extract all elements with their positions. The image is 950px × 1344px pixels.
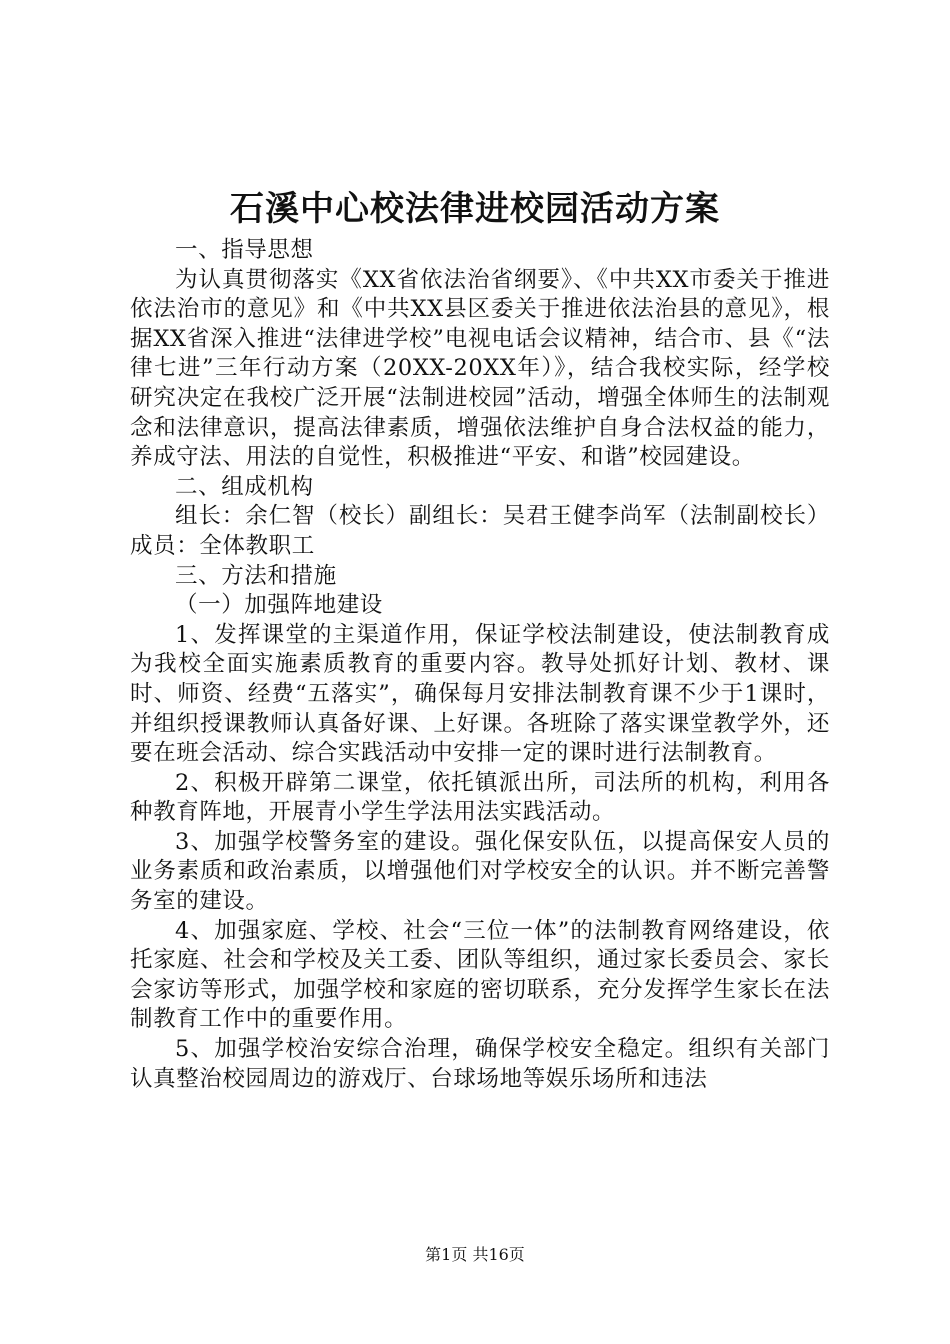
paragraph-item-4: 4、加强家庭、学校、社会“三位一体”的法制教育网络建设，依托家庭、社会和学校及关工委、团队等组织，通过家长委员会、家长会家访等形式，加强学校和家庭的密切联系，充分发挥学生家长在法制教育工作中的重要作用。	[130, 917, 830, 1033]
paragraph-item-2: 2、积极开辟第二课堂，依托镇派出所，司法所的机构，利用各种教育阵地，开展青小学生学法用法实践活动。	[130, 769, 830, 826]
section-heading-organization: 二、组成机构	[175, 473, 314, 500]
document-body	[130, 236, 830, 1094]
section-heading-methods: 三、方法和措施	[175, 562, 337, 589]
paragraph-item-5: 5、加强学校治安综合治理，确保学校安全稳定。组织有关部门认真整治校园周边的游戏厅、台球场地等娱乐场所和违法	[130, 1036, 830, 1092]
paragraph-item-1: 1、发挥课堂的主渠道作用，保证学校法制建设，使法制教育成为我校全面实施素质教育的重要内容。教导处抓好计划、教材、课时、师资、经费“五落实”，确保每月安排法制教育课不少于1课时，并组织授课教师认真备好课、上好课。各班除了落实课堂教学外，还要在班会活动、综合实践活动中安排一定的课时进行法制教育。	[130, 621, 830, 767]
paragraph-guiding-ideology: 为认真贯彻落实《XX省依法治省纲要》、《中共XX市委关于推进依法治市的意见》和《中共XX县区委关于推进依法治县的意见》，根据XX省深入推进“法律进学校”电视电话会议精神，结合市、县《“法律七进”三年行动方案（20XX-20XX年）》，结合我校实际，经学校研究决定在我校广泛开展“法制进校园”活动，增强全体师生的法制观念和法律意识，提高法律素质，增强依法维护自身合法权益的能力，养成守法、用法的自觉性，积极推进“平安、和谐”校园建设。	[130, 266, 830, 471]
page-number-footer: 第1页 共16页	[425, 1245, 525, 1264]
paragraph-item-3: 3、加强学校警务室的建设。强化保安队伍，以提高保安人员的业务素质和政治素质，以增强他们对学校安全的认识。并不断完善警务室的建设。	[130, 828, 830, 915]
document-title: 石溪中心校法律进校园活动方案	[230, 189, 720, 229]
subsection-heading-position-building: （一）加强阵地建设	[175, 592, 383, 619]
section-heading-guiding-ideology: 一、指导思想	[175, 237, 314, 263]
paragraph-organization: 组长：余仁智（校长）副组长：吴君王健李尚军（法制副校长）成员：全体教职工	[130, 503, 830, 559]
